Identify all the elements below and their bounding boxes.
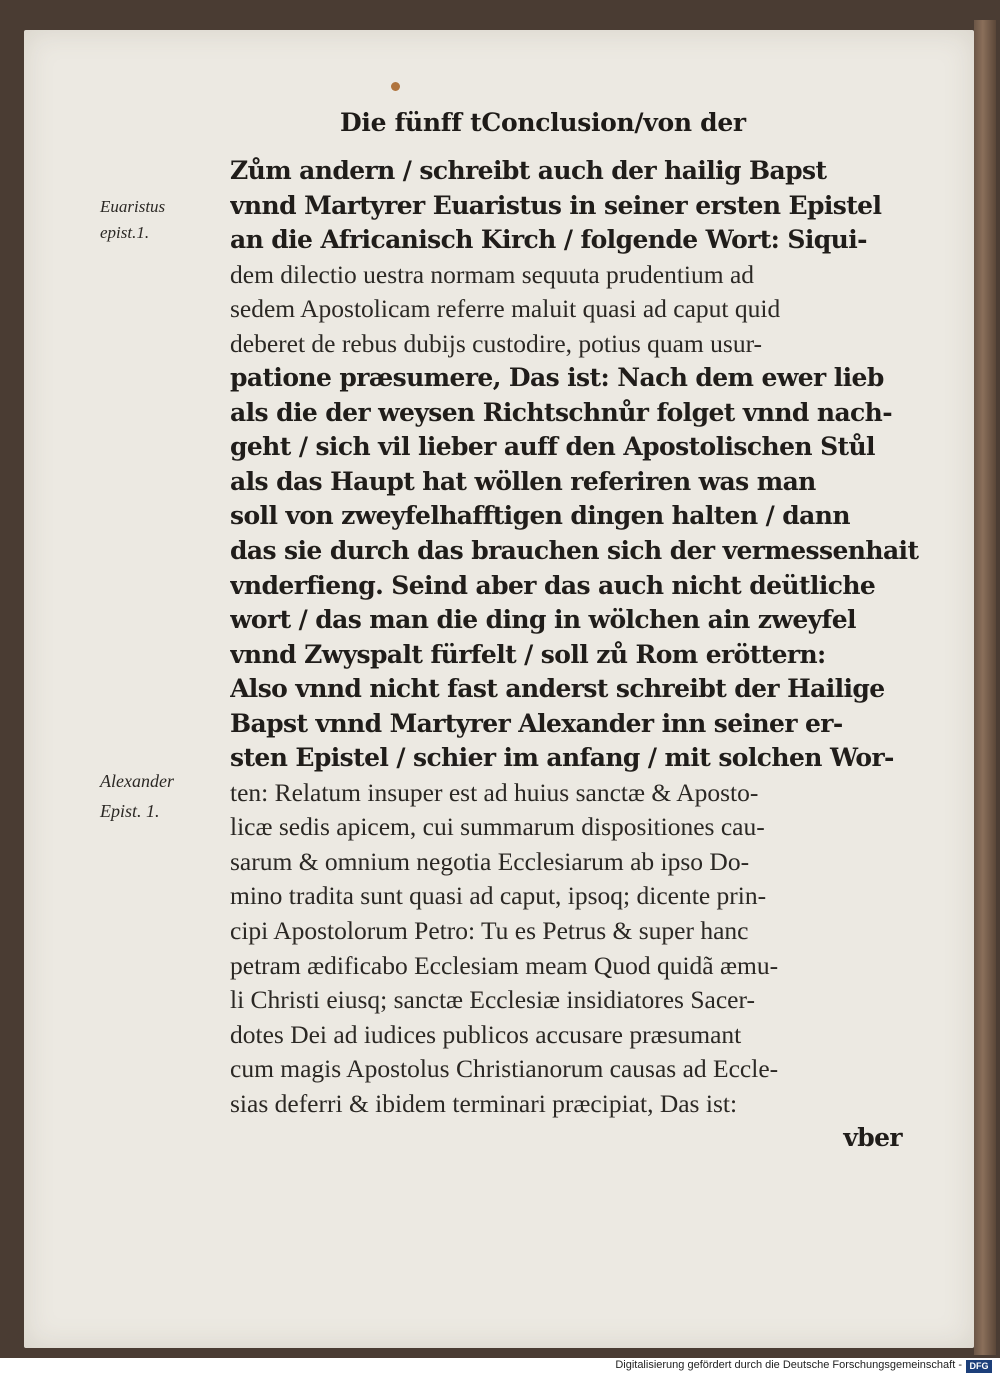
text-line: cum magis Apostolus Christianorum causas ad Eccle- (230, 1054, 779, 1084)
footer-bar (0, 1358, 1000, 1376)
text-line: dem dilectio uestra normam sequuta prudentium ad (230, 259, 755, 289)
text-line: mino tradita sunt quasi ad caput, ipsoq; dicente prin- (230, 881, 767, 911)
text-line: li Christi eiusq; sanctæ Ecclesiæ insidiatores Sacer- (230, 985, 755, 1015)
text-line: vnnd Martyrer Euaristus in seiner ersten Epistel (230, 190, 882, 220)
text-line: Bapst vnnd Martyrer Alexander inn seiner er- (230, 708, 843, 738)
funding-credit: Digitalisierung gefördert durch die Deutsche Forschungsgemeinschaft - (615, 1359, 962, 1371)
text-line: dotes Dei ad iudices publicos accusare præsumant (230, 1019, 742, 1049)
text-line: als die der weysen Richtschnůr folget vnnd nach- (230, 397, 893, 427)
text-line: soll von zweyfelhafftigen dingen halten / dann (230, 501, 850, 531)
text-line: patione præsumere, Das ist: Nach dem ewer lieb (230, 363, 884, 393)
text-line: an die Africanisch Kirch / folgende Wort: Siqui- (230, 225, 867, 255)
book-edge (974, 20, 996, 1355)
margin-note-line: Epist. 1. (100, 801, 160, 821)
text-line: ten: Relatum insuper est ad huius sanctæ & Aposto- (230, 777, 759, 807)
running-header: Die fünff tConclusion/von der (340, 108, 746, 137)
text-line: das sie durch das brauchen sich der vermessenhait (230, 536, 919, 566)
dfg-logo: DFG (966, 1360, 992, 1373)
text-line: Also vnnd nicht fast anderst schreibt der Hailige (230, 674, 885, 704)
text-line: cipi Apostolorum Petro: Tu es Petrus & super hanc (230, 916, 749, 946)
text-line: sarum & omnium negotia Ecclesiarum ab ipso Do- (230, 846, 750, 876)
text-line: sten Epistel / schier im anfang / mit solchen Wor- (230, 743, 894, 773)
text-line: als das Haupt hat wöllen referiren was man (230, 466, 816, 496)
text-line: petram ædificabo Ecclesiam meam Quod quidã æmu- (230, 950, 779, 980)
margin-note-line: epist.1. (100, 223, 150, 242)
text-line: vnderfieng. Seind aber das auch nicht deütliche (230, 570, 876, 600)
text-line: Zům andern / schreibt auch der hailig Bapst (230, 156, 827, 185)
body-text (230, 154, 920, 1156)
text-line: deberet de rebus dubijs custodire, potius quam usur- (230, 328, 763, 358)
ink-spot (391, 82, 400, 91)
catchword: vber (843, 1123, 902, 1153)
text-line: geht / sich vil lieber auff den Apostolischen Stůl (230, 432, 875, 462)
text-line: vnnd Zwyspalt fürfelt / soll zů Rom eröttern: (230, 639, 826, 669)
text-line: wort / das man die ding in wölchen ain zweyfel (230, 605, 856, 635)
margin-note-euaristus (100, 194, 165, 246)
margin-note-alexander (100, 766, 174, 826)
text-line: sias deferri & ibidem terminari præcipiat, Das ist: (230, 1088, 738, 1118)
text-line: sedem Apostolicam referre maluit quasi ad caput quid (230, 294, 781, 324)
margin-note-line: Alexander (100, 771, 174, 791)
text-line: licæ sedis apicem, cui summarum dispositiones cau- (230, 812, 765, 842)
margin-note-line: Euaristus (100, 197, 166, 216)
